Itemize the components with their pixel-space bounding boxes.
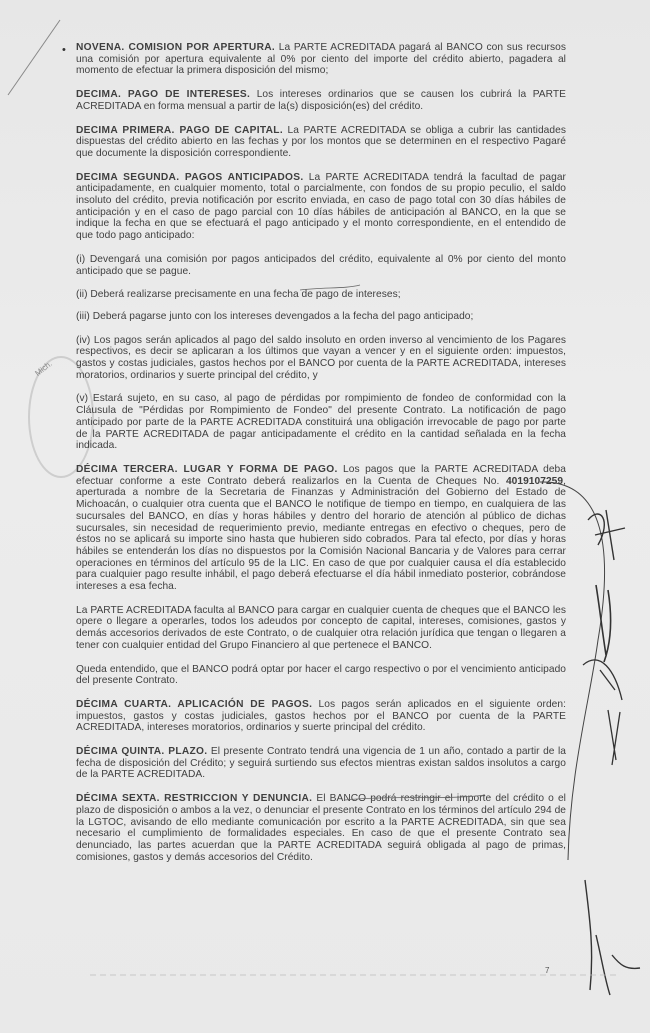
clause-heading: NOVENA. COMISION POR APERTURA. [76,42,276,53]
clause-heading: DECIMA PRIMERA. PAGO DE CAPITAL. [76,124,283,136]
clause-body: El presente Contrato tendrá una vigencia de 1 un año, contado a partir de la fecha de disposición del Crédito; y seguirá surtiendo sus efectos mientras existan saldos insolutos a cargo de la PARTE ACREDITADA. [76,746,566,781]
list-item-ii: (ii) Deberá realizarse precisamente en una fecha de pago de intereses; [76,289,401,301]
signature-stroke [585,880,640,995]
clause-body: Los pagos serán aplicados en el siguiente orden: impuestos, gastos y costas judiciales, gastos hechos por el BANCO por cuenta de la PARTE ACREDITADA, intereses moratorios, ordinarios y suerte principal del crédito. [76,698,566,734]
clause-heading: DÉCIMA TERCERA. LUGAR Y FORMA DE PAGO. [76,463,338,475]
list-item-iii: (iii) Deberá pagarse junto con los intereses devengados a la fecha del pago anticipado; [76,310,474,322]
clause-body: El BANCO podrá restringir el importe del crédito o el plazo de disposición o ambos a la vez, o denunciar el presente Contrato en los términos del artículo 294 de la LGTOC, avisando de ello mediante comunicación por escrito a la PARTE ACREDITADA, sin que sea necesario el cumplimiento de formalidades especiales. En caso de que el presente Contrato sea denunciado, las partes acuerdan que la PARTE ACREDITADA seguirá obligada al pago de primas, comisiones, gastos y demás accesorios del Crédito. [76,793,566,863]
underline-mark [300,285,360,290]
clause-heading: DECIMA. PAGO DE INTERESES. [76,89,251,101]
account-number: 4019107259 [505,475,564,487]
clause-body: La PARTE ACREDITADA tendrá la facultad de pagar anticipadamente, en cualquier momento, total o parcialmente, con fondos de su propio peculio, el saldo insoluto del crédito, previa notificación por escrito enviada, en caso de pago total con 30 días hábiles de anticipación y en el caso de pago parcial con 10 días hábiles de anticipación al BANCO, en la que se indique la fecha en que se efectuará el pago anticipado y el monto correspondiente, en el entendido de que todo pago anticipado: [76,171,566,242]
clause-body-continued: , aperturada a nombre de la Secretaria de Finanzas y Administración del Gobierno del Estado de Michoacán, o cualquier otra cuenta que el BANCO le notifique de tiempo en tiempo, en cualquiera de las sucursales del BANCO, en días y horas hábiles y dentro del horario de atención al público de dichas sucursales, sin necesidad de requerimiento previo, mediante entregas en efectivo o cheques, pero de éstos no se aplicará su importe sino hasta que hubieren sido cobrados. Para tal efecto, por días y horas hábiles se entenderán los días no dispuestos por la Comisión Nacional Bancaria y de Valores para cerrar operaciones en términos del artículo 95 de la LIC. En caso de que por cualquier causa el día establecido para cualquier pago resulte inhábil, el pago deberá efectuarse el día hábil inmediato posterior, cobrándose intereses a esa fecha. [76,475,566,593]
margin-line [8,20,60,95]
clause-heading: DECIMA SEGUNDA. PAGOS ANTICIPADOS. [76,171,304,183]
clause-body: Los intereses ordinarios que se causen los cubrirá la PARTE ACREDITADA en forma mensual a partir de la(s) disposición(es) del crédito. [76,89,566,112]
signature-initial [588,510,625,560]
clause-paragraph: La PARTE ACREDITADA faculta al BANCO para cargar en cualquier cuenta de cheques que el BANCO les opere o llegare a operarles, todos los adeudos por concepto de capital, intereses, comisiones, gastos y demás accesorios derivados de este Contrato, o de cualquier otra relación jurídica que tengan o llegaren a tener con cualquier entidad del Grupo Financiero al que pertenece el BANCO. [76,604,566,651]
clause-paragraph: Queda entendido, que el BANCO podrá optar por hacer el cargo respectivo o por el vencimiento anticipado del presente Contrato. [76,663,566,687]
clause-body: Los pagos que la PARTE ACREDITADA deba efectuar conforme a este Contrato deberá realizarlos en la Cuenta de Cheques No. [76,463,566,487]
bracket-mark [540,482,605,860]
bullet-mark: • [62,44,66,56]
clause-body: La PARTE ACREDITADA pagará al BANCO con sus recursos una comisión por apertura equivalente al 0% por ciento del importe del crédito abierto, pagadera al momento de efectuar la primera disposición del mismo; [76,42,566,77]
list-item-i: (i) Devengará una comisión por pagos anticipados del crédito, equivalente al 0% por ciento del monto anticipado que se pague. [76,253,566,277]
clause-heading: DÉCIMA SEXTA. RESTRICCION Y DENUNCIA. [76,793,313,805]
signature-initial [608,710,620,765]
page-number: 7 [545,966,550,975]
underline-mark [345,795,485,800]
clause-heading: DÉCIMA QUINTA. PLAZO. [76,746,208,758]
clause-body: La PARTE ACREDITADA se obliga a cubrir las cantidades dispuestas del crédito abierto en las fechas y por los montos que se determinen en el respectivo Pagaré que documente la disposición correspondiente. [76,124,566,159]
seal-text: Mich. [33,359,54,378]
clause-heading: DÉCIMA CUARTA. APLICACIÓN DE PAGOS. [76,698,313,710]
list-item-v: (v) Estará sujeto, en su caso, al pago de pérdidas por rompimiento de fondeo de conformidad con la Cláusula de "Pérdidas por Rompimiento de Fondeo" del presente Contrato. La notificación de pago anticipado por parte de la PARTE ACREDITADA constituirá una obligación irrevocable de pago por parte de la PARTE ACREDITADA de pagar anticipadamente el crédito en la cantidad señalada en la fecha indicada. [76,393,566,452]
list-item-iv: (iv) Los pagos serán aplicados al pago del saldo insoluto en orden inverso al vencimiento de los Pagares respectivos, es decir se aplicaran a los últimos que vayan a vencer y en el siguiente orden: impuestos, gastos y costas judiciales, gastos hechos por el BANCO por cuenta de la PARTE ACREDITADA, intereses moratorios, ordinarios y suerte principal del crédito, y [76,334,566,381]
